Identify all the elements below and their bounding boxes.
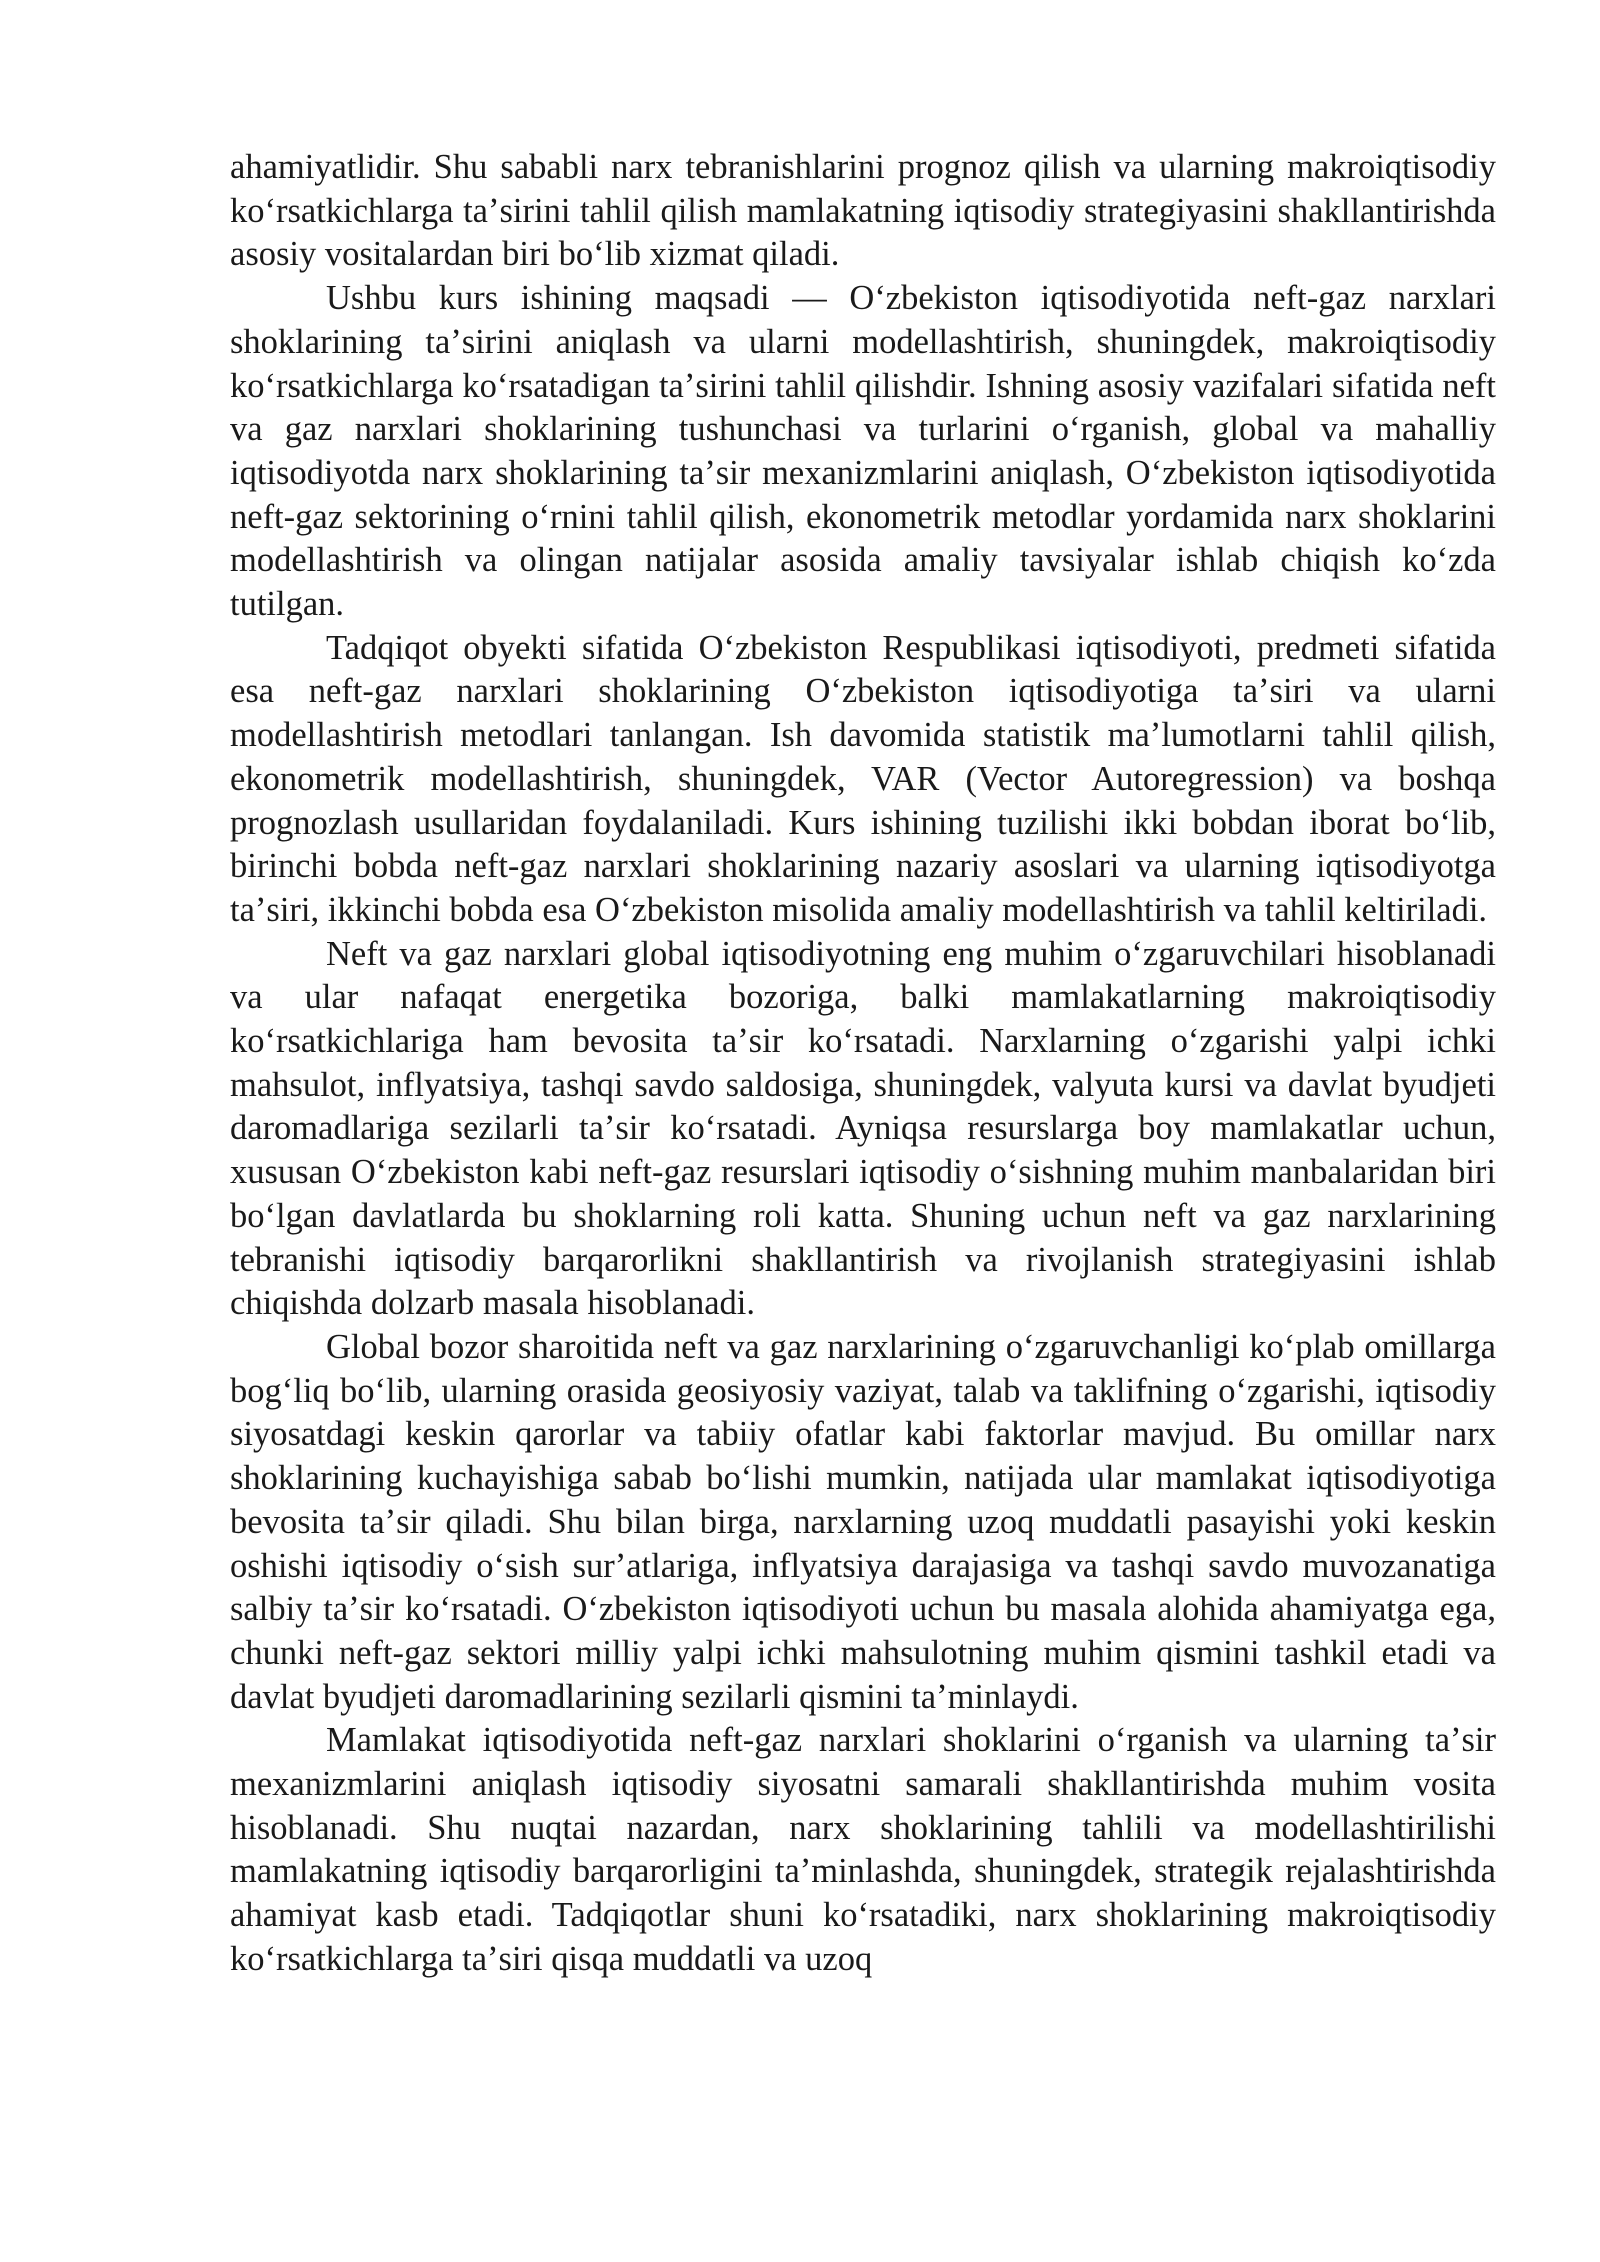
paragraph-policy-analysis: Mamlakat iqtisodiyotida neft-gaz narxlari shoklarini oʻrganish va ularning taʼsir mexanizmlarini aniqlash iqtisodiy siyosatni samarali shakllantirishda muhim vosita hisoblanadi. Shu nuqtai nazardan, narx shoklarining tahlili va modellashtirilishi mamlakatning iqtisodiy barqarorligini taʼminlashda, shuningdek, strategik rejalashtirishda ahamiyat kasb etadi. Tadqiqotlar shuni koʻrsatadiki, narx shoklarining makroiqtisodiy koʻrsatkichlarga taʼsiri qisqa muddatli va uzoq [230, 1721, 1496, 1978]
document-page [230, 146, 1496, 1982]
paragraph-global-prices: Neft va gaz narxlari global iqtisodiyotning eng muhim oʻzgaruvchilari hisoblanadi va ular nafaqat energetika bozoriga, balki mamlakatlarning makroiqtisodiy koʻrsatkichlariga ham bevosita taʼsir koʻrsatadi. Narxlarning oʻzgarishi yalpi ichki mahsulot, inflyatsiya, tashqi savdo saldosiga, shuningdek, valyuta kursi va davlat byudjeti daromadlariga sezilarli taʼsir koʻrsatadi. Ayniqsa resurslarga boy mamlakatlar uchun, xususan Oʻzbekiston kabi neft-gaz resurslari iqtisodiy oʻsishning muhim manbalaridan biri boʻlgan davlatlarda bu shoklarning roli katta. Shuning uchun neft va gaz narxlarining tebranishi iqtisodiy barqarorlikni shakllantirish va rivojlanish strategiyasini ishlab chiqishda dolzarb masala hisoblanadi. [230, 934, 1496, 1323]
paragraph-continuation: ahamiyatlidir. Shu sababli narx tebranishlarini prognoz qilish va ularning makroiqtisodiy koʻrsatkichlarga taʼsirini tahlil qilish mamlakatning iqtisodiy strategiyasini shakllantirishda asosiy vositalardan biri boʻlib xizmat qiladi. [230, 148, 1496, 274]
paragraph-market-factors: Global bozor sharoitida neft va gaz narxlarining oʻzgaruvchanligi koʻplab omillarga bogʻliq boʻlib, ularning orasida geosiyosiy vaziyat, talab va taklifning oʻzgarishi, iqtisodiy siyosatdagi keskin qarorlar va tabiiy ofatlar kabi faktorlar mavjud. Bu omillar narx shoklarining kuchayishiga sabab boʻlishi mumkin, natijada ular mamlakat iqtisodiyotiga bevosita taʼsir qiladi. Shu bilan birga, narxlarning uzoq muddatli pasayishi yoki keskin oshishi iqtisodiy oʻsish surʼatlariga, inflyatsiya darajasiga va tashqi savdo muvozanatiga salbiy taʼsir koʻrsatadi. Oʻzbekiston iqtisodiyoti uchun bu masala alohida ahamiyatga ega, chunki neft-gaz sektori milliy yalpi ichki mahsulotning muhim qismini tashkil etadi va davlat byudjeti daromadlarining sezilarli qismini taʼminlaydi. [230, 1327, 1496, 1716]
paragraph-purpose: Ushbu kurs ishining maqsadi — Oʻzbekiston iqtisodiyotida neft-gaz narxlari shoklarining taʼsirini aniqlash va ularni modellashtirish, shuningdek, makroiqtisodiy koʻrsatkichlarga koʻrsatadigan taʼsirini tahlil qilishdir. Ishning asosiy vazifalari sifatida neft va gaz narxlari shoklarining tushunchasi va turlarini oʻrganish, global va mahalliy iqtisodiyotda narx shoklarining taʼsir mexanizmlarini aniqlash, Oʻzbekiston iqtisodiyotida neft-gaz sektorining oʻrnini tahlil qilish, ekonometrik metodlar yordamida narx shoklarini modellashtirish va olingan natijalar asosida amaliy tavsiyalar ishlab chiqish koʻzda tutilgan. [230, 279, 1496, 624]
paragraph-research-object: Tadqiqot obyekti sifatida Oʻzbekiston Respublikasi iqtisodiyoti, predmeti sifatida esa neft-gaz narxlari shoklarining Oʻzbekiston iqtisodiyotiga taʼsiri va ularni modellashtirish metodlari tanlangan. Ish davomida statistik maʼlumotlarni tahlil qilish, ekonometrik modellashtirish, shuningdek, VAR (Vector Autoregression) va boshqa prognozlash usullaridan foydalaniladi. Kurs ishining tuzilishi ikki bobdan iborat boʻlib, birinchi bobda neft-gaz narxlari shoklarining nazariy asoslari va ularning iqtisodiyotga taʼsiri, ikkinchi bobda esa Oʻzbekiston misolida amaliy modellashtirish va tahlil keltiriladi. [230, 628, 1496, 929]
